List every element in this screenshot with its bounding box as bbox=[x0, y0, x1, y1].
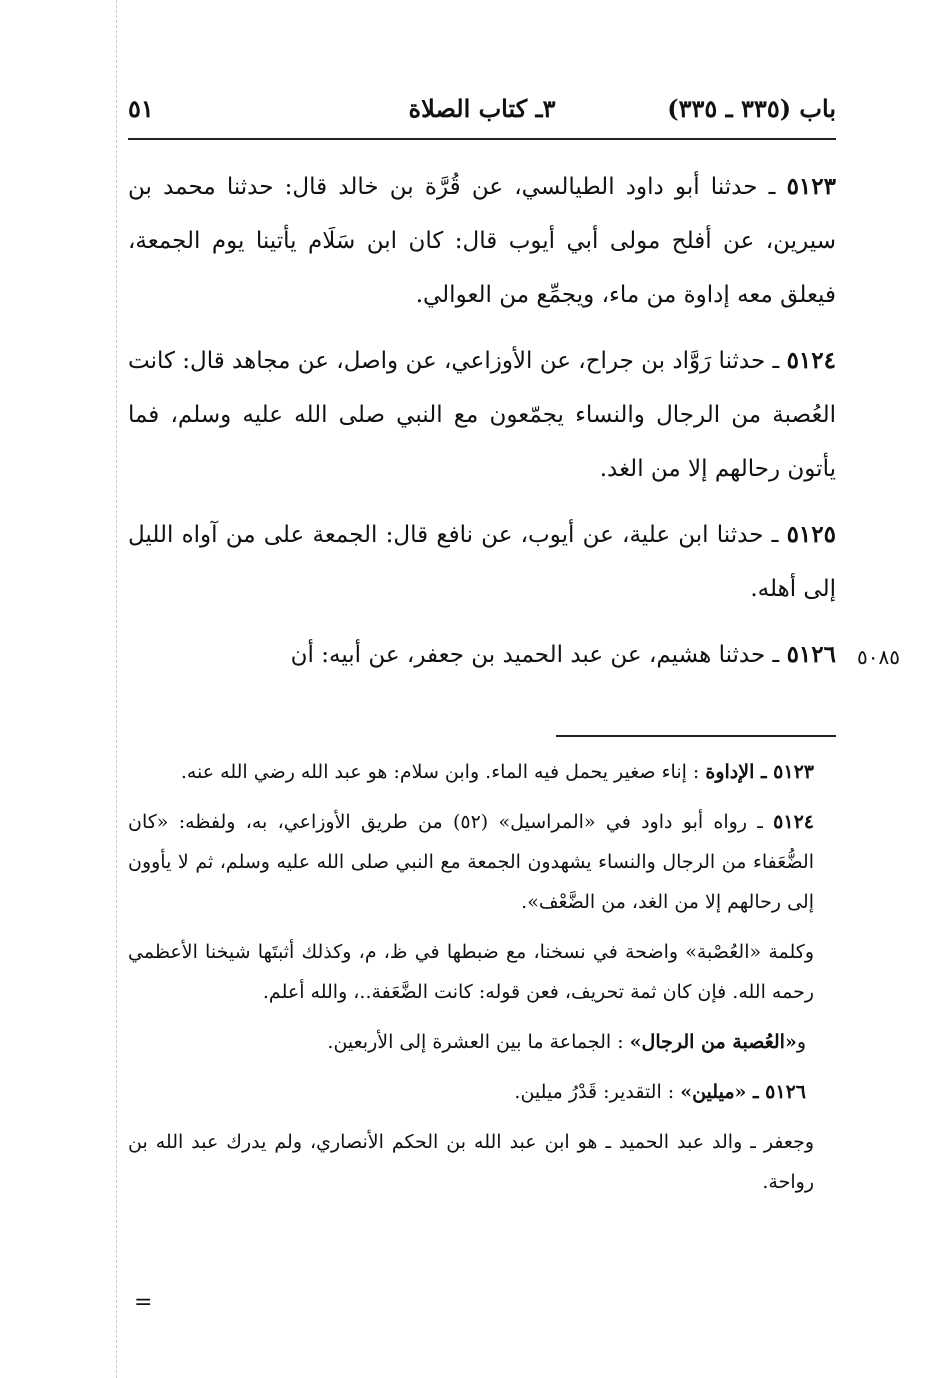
footnote-text: : الجماعة ما بين العشرة إلى الأربعين. bbox=[327, 1031, 630, 1053]
hadith-number: ٥١٢٣ bbox=[786, 173, 836, 200]
footnote-5124-gloss bbox=[128, 1022, 836, 1062]
footnote-5124-comment bbox=[128, 932, 836, 1012]
header-rule bbox=[128, 138, 836, 140]
hadith-number: ٥١٢٤ bbox=[786, 347, 836, 374]
footnote-term: «العُصبة من الرجال» bbox=[629, 1031, 797, 1053]
continuation-mark: = bbox=[134, 1290, 153, 1315]
hadith-text: ـ حدثنا أبو داود الطيالسي، عن قُرَّة بن خالد قال: حدثنا محمد بن سيرين، عن أفلح مولى أبي أيوب قال: كان ابن سَلَام يأتينا يوم الجمعة، فيعلق معه إداوة من ماء، ويجمِّع من العوالي. bbox=[128, 174, 836, 308]
footnote-5126-comment bbox=[128, 1122, 836, 1202]
footnote-text: : إناء صغير يحمل فيه الماء. وابن سلام: هو عبد الله رضي الله عنه. bbox=[180, 761, 700, 783]
hadith-text: ـ حدثنا رَوَّاد بن جراح، عن الأوزاعي، عن واصل، عن مجاهد قال: كانت العُصبة من الرجال والنساء يجمّعون مع النبي صلى الله عليه وسلم، فما يأتون رحالهم إلا من الغد. bbox=[128, 348, 836, 482]
running-book-title: ٣ـ كتاب الصلاة bbox=[408, 94, 556, 123]
hadith-number: ٥١٢٥ bbox=[786, 521, 836, 548]
hadith-5124 bbox=[128, 334, 836, 496]
footnote-term: ـ الإداوة bbox=[705, 761, 774, 783]
hadith-text: ـ حدثنا ابن علية، عن أيوب، عن نافع قال: الجمعة على من آواه الليل إلى أهله. bbox=[128, 522, 836, 602]
footnote-number: ٥١٢٤ bbox=[773, 811, 814, 833]
footnote-number: ٥١٢٦ bbox=[765, 1081, 806, 1103]
footnote-5124 bbox=[128, 802, 836, 922]
footnote-prefix: و bbox=[796, 1031, 806, 1053]
hadith-5126 bbox=[128, 628, 836, 682]
hadith-number: ٥١٢٦ bbox=[786, 641, 836, 668]
margin-reference-number: ٥٠٨٥ bbox=[857, 645, 900, 669]
footnote-text: وجعفر ـ والد عبد الحميد ـ هو ابن عبد الله بن الحكم الأنصاري، ولم يدرك عبد الله بن رواحة. bbox=[128, 1131, 814, 1193]
running-chapter-title: باب (٣٣٥ ـ ٣٣٥) bbox=[667, 94, 836, 123]
page-header bbox=[128, 92, 836, 132]
page-number: ٥١ bbox=[128, 94, 154, 123]
footnote-text: ـ رواه أبو داود في «المراسيل» (٥٢) من طريق الأوزاعي، به، ولفظه: «كان الضُّعَفاء من الرجال والنساء يشهدون الجمعة مع النبي صلى الله عليه وسلم، ثم لا يأوون إلى رحالهم إلا من الغد، من الضَّعْف». bbox=[128, 811, 814, 913]
footnote-text: : التقدير: قَدْرُ ميلين. bbox=[514, 1081, 681, 1103]
hadith-text: ـ حدثنا هشيم، عن عبد الحميد بن جعفر، عن أبيه: أن bbox=[290, 642, 787, 668]
main-text bbox=[128, 160, 836, 694]
footnote-separator bbox=[556, 735, 836, 737]
footnote-5126 bbox=[128, 1072, 836, 1112]
footnote-number: ٥١٢٣ bbox=[773, 761, 814, 783]
footnote-text: وكلمة «العُصْبة» واضحة في نسخنا، مع ضبطها في ظ، م، وكذلك أثبتَها شيخنا الأعظمي رحمه الله. فإن كان ثمة تحريف، فعن قوله: كانت الضَّعَفة..، والله أعلم. bbox=[128, 941, 814, 1003]
scan-edge-line bbox=[116, 0, 117, 1378]
hadith-5125 bbox=[128, 508, 836, 616]
footnote-5123 bbox=[128, 752, 836, 792]
hadith-5123 bbox=[128, 160, 836, 322]
footnote-term: ـ «ميلين» bbox=[680, 1081, 766, 1103]
footnotes bbox=[128, 752, 836, 1212]
